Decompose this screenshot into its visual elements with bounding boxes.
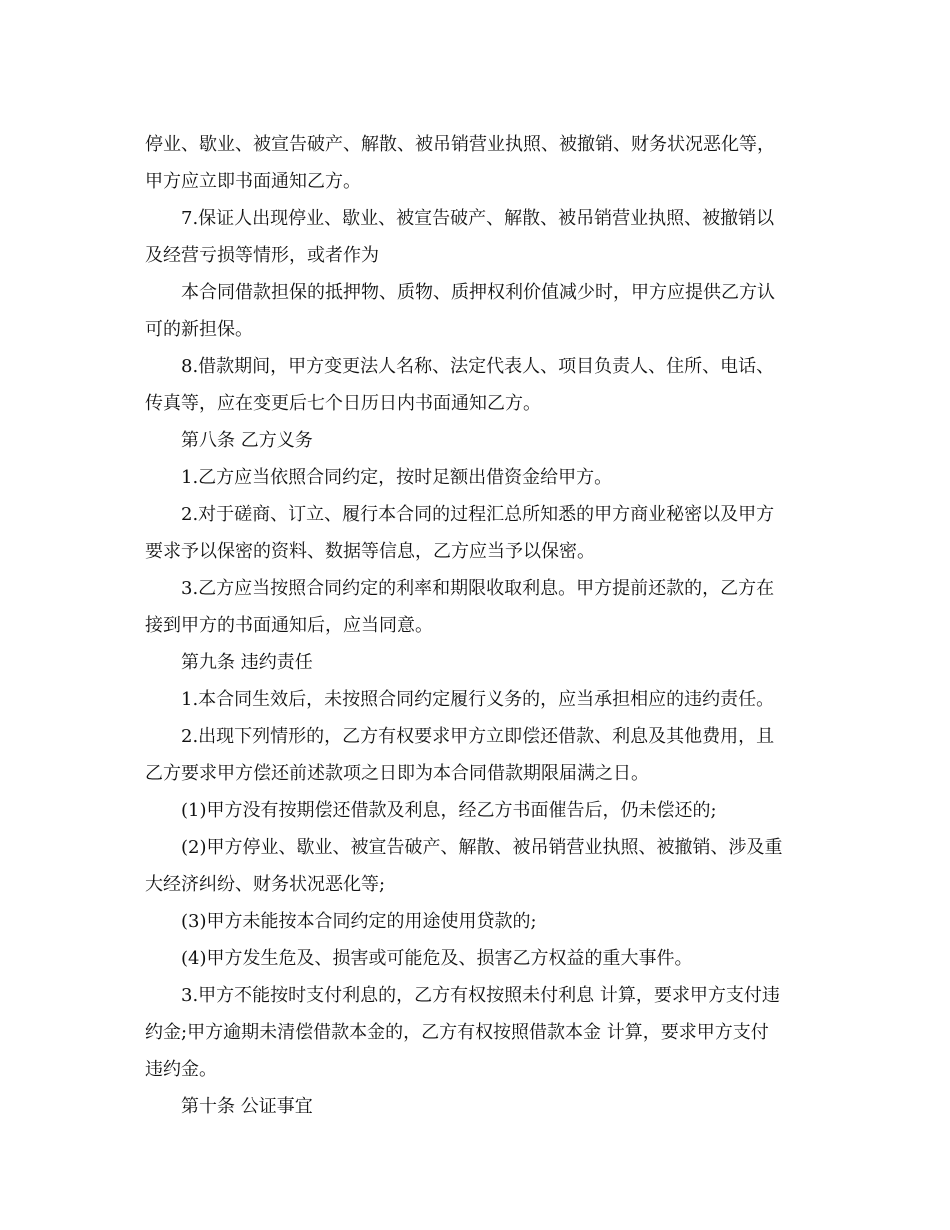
article-8-item-2: 2.对于磋商、订立、履行本合同的过程汇总所知悉的甲方商业秘密以及甲方 — [181, 504, 775, 525]
text-line: 可的新担保。 — [145, 319, 253, 340]
article-8-heading: 第八条 乙方义务 — [181, 430, 313, 451]
clause-8: 8.借款期间，甲方变更法人名称、法定代表人、项目负责人、住所、电话、 — [181, 356, 775, 377]
article-8-item-1: 1.乙方应当依照合同约定，按时足额出借资金给甲方。 — [181, 467, 613, 488]
contract-text — [145, 126, 810, 1125]
text-line: 违约金。 — [145, 1059, 217, 1080]
text-line: 甲方应立即书面通知乙方。 — [145, 171, 361, 192]
article-9-item-3: 3.甲方不能按时支付利息的，乙方有权按照未付利息 计算，要求甲方支付违 — [181, 985, 780, 1006]
sub-item-4: (4)甲方发生危及、损害或可能危及、损害乙方权益的重大事件。 — [181, 948, 693, 969]
article-8-item-3: 3.乙方应当按照合同约定的利率和期限收取利息。甲方提前还款的，乙方在 — [181, 578, 775, 599]
article-10-heading: 第十条 公证事宜 — [181, 1096, 313, 1117]
clause-7: 7.保证人出现停业、歇业、被宣告破产、解散、被吊销营业执照、被撤销以 — [181, 208, 775, 229]
sub-item-2: (2)甲方停业、歇业、被宣告破产、解散、被吊销营业执照、被撤销、涉及重 — [181, 837, 783, 858]
text-line: 大经济纠纷、财务状况恶化等; — [145, 874, 386, 895]
text-line: 传真等，应在变更后七个日历日内书面通知乙方。 — [145, 393, 541, 414]
article-9-item-1: 1.本合同生效后，未按照合同约定履行义务的，应当承担相应的违约责任。 — [181, 689, 775, 710]
article-9-heading: 第九条 违约责任 — [181, 652, 313, 673]
text-line: 要求予以保密的资料、数据等信息，乙方应当予以保密。 — [145, 541, 595, 562]
text-line: 接到甲方的书面通知后，应当同意。 — [145, 615, 433, 636]
text-line: 本合同借款担保的抵押物、质物、质押权利价值减少时，甲方应提供乙方认 — [181, 282, 775, 303]
text-line: 约金;甲方逾期未清偿借款本金的，乙方有权按照借款本金 计算，要求甲方支付 — [145, 1022, 769, 1043]
sub-item-3: (3)甲方未能按本合同约定的用途使用贷款的; — [181, 911, 537, 932]
article-9-item-2: 2.出现下列情形的，乙方有权要求甲方立即偿还借款、利息及其他费用，且 — [181, 726, 775, 747]
text-line: 及经营亏损等情形，或者作为 — [145, 245, 379, 266]
sub-item-1: (1)甲方没有按期偿还借款及利息，经乙方书面催告后，仍未偿还的; — [181, 800, 717, 821]
text-line: 乙方要求甲方偿还前述款项之日即为本合同借款期限届满之日。 — [145, 763, 649, 784]
text-line: 停业、歇业、被宣告破产、解散、被吊销营业执照、被撤销、财务状况恶化等， — [145, 134, 775, 155]
